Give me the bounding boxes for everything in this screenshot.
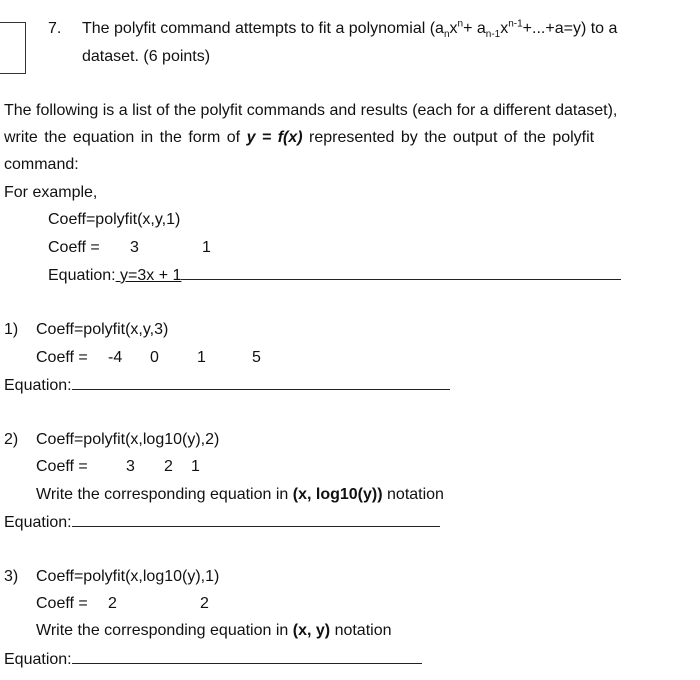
problem-3-answer-line[interactable] — [72, 649, 422, 664]
example-equation-value: y=3x + 1 — [115, 267, 182, 284]
problem-2-coeff-value: 3 — [126, 458, 135, 475]
problem-1-coeff-value: 1 — [197, 349, 206, 366]
example-coeff-value: 1 — [202, 239, 211, 256]
intro-line-1: The following is a list of the polyfit commands and results (each for a different dataset), — [4, 102, 618, 119]
problem-2-command: Coeff=polyfit(x,log10(y),2) — [36, 431, 220, 448]
problem-3-coeff-value: 2 — [200, 595, 209, 612]
problem-1-answer-line[interactable] — [72, 375, 450, 390]
problem-2-number: 2) — [4, 431, 19, 448]
example-coeff-label: Coeff = — [48, 239, 100, 256]
question-line-1: The polyfit command attempts to fit a polynomial $(a_nx^n+ a_{n-1}x^{n-1}+...+a=y)$ to a — [82, 18, 618, 41]
question-line-2: dataset. (6 points) — [82, 48, 211, 65]
example-equation: Equation: y=3x + 1 — [48, 265, 621, 286]
problem-3-coeff-label: Coeff = — [36, 595, 88, 612]
problem-1-coeff-value: 5 — [252, 349, 261, 366]
problem-3-equation: Equation: — [4, 649, 422, 670]
question-number: 7. — [48, 20, 62, 37]
problem-1-coeff-value: 0 — [150, 349, 159, 366]
problem-3-number: 3) — [4, 568, 19, 585]
problem-2-instruction: Write the corresponding equation in (x, log10(y)) notation — [36, 486, 444, 503]
problem-2-coeff-value: 1 — [191, 458, 200, 475]
example-equation-line — [181, 265, 621, 280]
problem-1-equation: Equation: — [4, 375, 450, 396]
example-command: Coeff=polyfit(x,y,1) — [48, 211, 181, 228]
example-coeff-value: 3 — [130, 239, 139, 256]
answer-box[interactable] — [0, 22, 26, 74]
intro-line-3: command: — [4, 156, 79, 173]
problem-1-coeff-value: -4 — [108, 349, 123, 366]
problem-2-coeff-label: Coeff = — [36, 458, 88, 475]
problem-3-coeff-value: 2 — [108, 595, 117, 612]
problem-3-instruction: Write the corresponding equation in (x, y) notation — [36, 622, 392, 639]
problem-1-number: 1) — [4, 321, 19, 338]
problem-2-equation: Equation: — [4, 512, 440, 533]
problem-1-command: Coeff=polyfit(x,y,3) — [36, 321, 169, 338]
example-heading: For example, — [4, 184, 98, 201]
problem-3-notation: (x, y) — [292, 622, 331, 639]
intro-line-2: write the equation in the form of y = f(x) represented by the output of the polyfit — [4, 129, 595, 146]
problem-1-coeff-label: Coeff = — [36, 349, 88, 366]
problem-3-command: Coeff=polyfit(x,log10(y),1) — [36, 568, 220, 585]
problem-2-answer-line[interactable] — [72, 512, 440, 527]
form-expression: y = f(x) — [246, 129, 303, 146]
problem-2-coeff-value: 2 — [164, 458, 173, 475]
problem-2-notation: (x, log10(y)) — [292, 486, 383, 503]
